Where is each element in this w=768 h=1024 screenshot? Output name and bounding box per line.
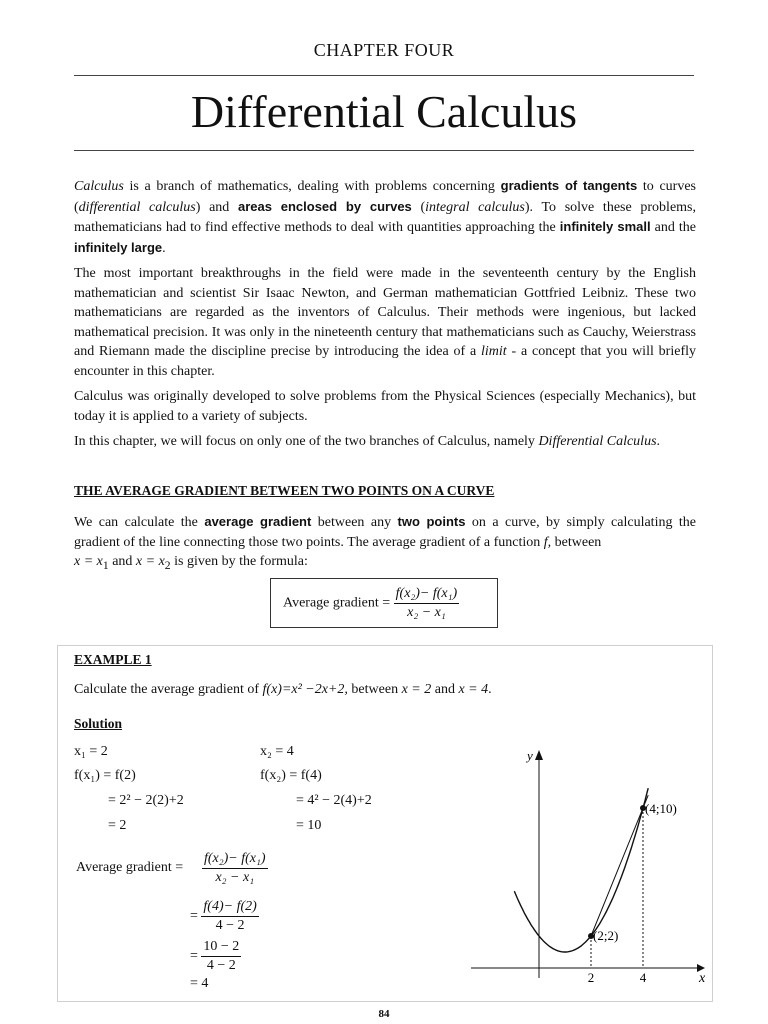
top-rule bbox=[74, 75, 694, 76]
avg-gradient-label: Average gradient = bbox=[76, 860, 184, 875]
text-span: ) and bbox=[195, 199, 238, 215]
x-axis-label: x bbox=[699, 971, 706, 986]
formula-fraction bbox=[394, 585, 460, 622]
solution-fx1: f(x₁) = f(2) bbox=[74, 768, 136, 783]
y-axis-arrow bbox=[535, 750, 543, 760]
bold-term: infinitely large bbox=[74, 239, 163, 255]
page-title: Differential Calculus bbox=[190, 86, 578, 137]
solution-fx2: f(x₂) = f(4) bbox=[260, 768, 322, 783]
text-span: - a concept that you will briefly encounter in this chapter. bbox=[74, 344, 696, 379]
fraction-numerator: f(x₂)− f(x₁) bbox=[202, 850, 268, 869]
text-span: is given by the formula: bbox=[170, 554, 308, 569]
text-span: and bbox=[431, 682, 459, 697]
math-sub: 1 bbox=[102, 558, 109, 572]
fraction bbox=[201, 898, 258, 935]
secant-line bbox=[591, 795, 648, 936]
equals-sign: = bbox=[190, 948, 198, 964]
intro-paragraph-2 bbox=[74, 264, 696, 381]
formula-denominator: x₂ − x₁ bbox=[407, 605, 446, 620]
solution-fx1-substitution: = 2² − 2(2)+2 bbox=[108, 793, 184, 808]
bold-term: average gradient bbox=[204, 514, 312, 529]
section-heading: THE AVERAGE GRADIENT BETWEEN TWO POINTS ON A CURVE bbox=[74, 483, 495, 498]
text-span: ( bbox=[411, 199, 426, 215]
math-x1: x = x bbox=[74, 554, 103, 569]
x-tick-4: 4 bbox=[639, 970, 647, 985]
text-span: between any bbox=[311, 515, 398, 530]
italic-term: limit bbox=[481, 344, 507, 359]
example-question bbox=[74, 682, 492, 698]
text-span: is a branch of mathematics, dealing with problems concerning bbox=[123, 179, 501, 194]
fraction-numerator: f(4)− f(2) bbox=[201, 898, 258, 917]
example-heading: EXAMPLE 1 bbox=[74, 652, 152, 667]
y-axis-label: y bbox=[527, 748, 533, 763]
x-tick-2: 2 bbox=[587, 970, 595, 985]
point-b-label: (4;10) bbox=[645, 801, 677, 816]
section-paragraph bbox=[74, 512, 696, 575]
bold-term: infinitely small bbox=[559, 219, 651, 234]
fraction-denominator: 4 − 2 bbox=[206, 958, 236, 973]
formula bbox=[283, 585, 459, 622]
text-span: . bbox=[488, 682, 492, 697]
text-span: ). To solve these problems, mathematicians had to find effective methods to deal with quantities approaching the bbox=[74, 199, 696, 235]
intro-text bbox=[74, 176, 696, 458]
text-span: between bbox=[347, 682, 402, 697]
italic-term: differential calculus bbox=[78, 199, 196, 215]
solution-fx2-substitution: = 4² − 2(4)+2 bbox=[296, 793, 372, 808]
math-x2: x = x bbox=[135, 554, 165, 569]
italic-term: Differential Calculus bbox=[538, 434, 657, 449]
fraction-numerator: 10 − 2 bbox=[201, 938, 241, 957]
solution-fx1-result: = 2 bbox=[108, 818, 127, 833]
text-span: and the bbox=[650, 220, 696, 235]
solution-x2: x₂ = 4 bbox=[260, 744, 294, 759]
fraction bbox=[201, 938, 241, 975]
parabola-curve bbox=[514, 788, 648, 952]
formula-numerator: f(x₂)− f(x₁) bbox=[394, 585, 460, 604]
intro-paragraph-1 bbox=[74, 176, 696, 258]
math-x-value: x = 2 bbox=[401, 682, 432, 697]
avg-step-1 bbox=[202, 850, 268, 887]
text-span: to curves ( bbox=[74, 179, 696, 215]
solution-heading: Solution bbox=[74, 716, 123, 731]
fraction-denominator: 4 − 2 bbox=[215, 918, 245, 933]
fraction bbox=[202, 850, 268, 887]
intro-paragraph-3: Calculus was originally developed to solve problems from the Physical Sciences (especially Mechanics), but today it is applied to a variety of subjects. bbox=[74, 389, 696, 424]
term-calculus: Calculus bbox=[74, 179, 124, 194]
solution-fx2-result: = 10 bbox=[296, 818, 322, 833]
page-number: 84 bbox=[378, 1008, 390, 1020]
avg-final-answer: = 4 bbox=[190, 976, 209, 991]
text-span: on a curve, by simply calculating the gradient of the line connecting those two points. The average gradient of a function bbox=[74, 515, 696, 550]
chapter-label: CHAPTER FOUR bbox=[313, 40, 455, 60]
math-sub: 2 bbox=[164, 558, 171, 572]
italic-term: integral calculus bbox=[425, 199, 525, 215]
math-x-value: x = 4 bbox=[458, 682, 489, 697]
section-paragraph-text bbox=[74, 512, 696, 575]
text-span: The most important breakthroughs in the field were made in the seventeenth century by the English mathematician and scientist Sir Isaac Newton, and German mathematician Gottfried Leibniz. These two mathematicians are regarded as the inventors of Calculus. Their methods were ingenious, but lacked mathematical precision. It was only in the nineteenth century that mathematicians such as Cauchy, Weierstrass and Riemann made the discipline precise by introducing the idea of a bbox=[74, 266, 696, 359]
parabola-graph bbox=[461, 744, 711, 989]
formula-label: Average gradient = bbox=[283, 595, 394, 611]
fraction-denominator: x₂ − x₁ bbox=[215, 870, 255, 885]
bold-term: gradients of tangents bbox=[500, 178, 638, 193]
formula-box bbox=[270, 578, 498, 628]
bold-term: areas enclosed by curves bbox=[237, 198, 412, 214]
text-span: . bbox=[162, 240, 166, 256]
solution-x1: x₁ = 2 bbox=[74, 744, 108, 759]
avg-step-2 bbox=[190, 898, 259, 935]
text-span: In this chapter, we will focus on only one of the two branches of Calculus, namely bbox=[74, 434, 539, 449]
intro-paragraph-4 bbox=[74, 432, 696, 452]
equals-sign: = bbox=[190, 908, 198, 924]
text-span: We can calculate the bbox=[74, 515, 205, 530]
text-span: and bbox=[108, 554, 136, 569]
example-box bbox=[57, 645, 713, 1002]
text-span: Calculate the average gradient of bbox=[74, 682, 263, 697]
title-underline-rule bbox=[74, 150, 694, 151]
bold-term: two points bbox=[397, 514, 466, 529]
italic-term: f, bbox=[543, 534, 552, 550]
avg-step-3 bbox=[190, 938, 241, 975]
point-a-label: (2;2) bbox=[593, 928, 619, 943]
text-span: . bbox=[656, 434, 661, 449]
text-span: between bbox=[551, 534, 602, 550]
math-function: f(x)=x² −2x+2, bbox=[262, 682, 348, 697]
